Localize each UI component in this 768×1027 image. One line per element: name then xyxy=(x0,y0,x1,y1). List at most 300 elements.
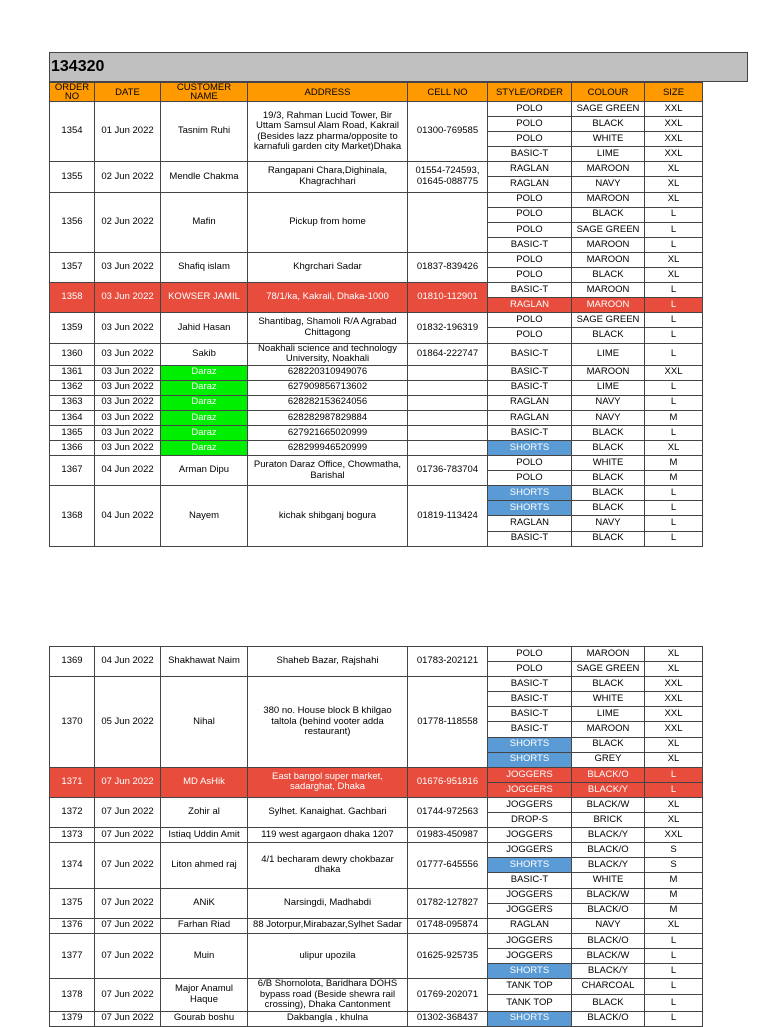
colour-cell[interactable]: BLACK xyxy=(572,737,645,752)
cell-no-cell[interactable]: 01837-839426 xyxy=(408,252,488,282)
order-no-cell[interactable]: 1368 xyxy=(50,486,95,546)
colour-cell[interactable]: BLACK/W xyxy=(572,888,645,903)
colour-cell[interactable]: MAROON xyxy=(572,283,645,298)
colour-cell[interactable]: NAVY xyxy=(572,177,645,192)
order-no-cell[interactable]: 1358 xyxy=(50,283,95,313)
cell-no-cell[interactable]: 01744-972563 xyxy=(408,797,488,827)
style-cell[interactable]: SHORTS xyxy=(488,1011,572,1026)
size-cell[interactable]: XL xyxy=(645,192,703,207)
colour-cell[interactable]: BLACK xyxy=(572,995,645,1011)
colour-cell[interactable]: BLACK/Y xyxy=(572,828,645,843)
customer-name-cell[interactable]: Arman Dipu xyxy=(161,456,248,486)
size-cell[interactable]: L xyxy=(645,501,703,516)
colour-cell[interactable]: BLACK/W xyxy=(572,948,645,963)
customer-name-cell[interactable]: Daraz xyxy=(161,440,248,455)
size-cell[interactable]: L xyxy=(645,222,703,237)
size-cell[interactable]: L xyxy=(645,767,703,782)
colour-cell[interactable]: BLACK/O xyxy=(572,933,645,948)
size-cell[interactable]: L xyxy=(645,486,703,501)
customer-name-cell[interactable]: Sakib xyxy=(161,343,248,365)
order-no-cell[interactable]: 1367 xyxy=(50,456,95,486)
style-cell[interactable]: BASIC-T xyxy=(488,707,572,722)
cell-no-cell[interactable] xyxy=(408,425,488,440)
colour-cell[interactable]: BLACK/W xyxy=(572,797,645,812)
size-cell[interactable]: L xyxy=(645,380,703,395)
date-cell[interactable]: 03 Jun 2022 xyxy=(95,410,161,425)
cell-no-cell[interactable] xyxy=(408,440,488,455)
address-cell[interactable]: 628282153624056 xyxy=(248,395,408,410)
column-header[interactable]: ORDER NO xyxy=(50,83,95,102)
style-cell[interactable]: POLO xyxy=(488,647,572,662)
colour-cell[interactable]: BLACK xyxy=(572,328,645,343)
date-cell[interactable]: 03 Jun 2022 xyxy=(95,283,161,313)
size-cell[interactable]: XL xyxy=(645,440,703,455)
style-cell[interactable]: SHORTS xyxy=(488,486,572,501)
colour-cell[interactable]: BLACK xyxy=(572,117,645,132)
size-cell[interactable]: M xyxy=(645,471,703,486)
size-cell[interactable]: L xyxy=(645,979,703,995)
date-cell[interactable]: 07 Jun 2022 xyxy=(95,918,161,933)
style-cell[interactable]: RAGLAN xyxy=(488,177,572,192)
colour-cell[interactable]: MAROON xyxy=(572,722,645,737)
cell-no-cell[interactable]: 01302-368437 xyxy=(408,1011,488,1026)
colour-cell[interactable]: BRICK xyxy=(572,813,645,828)
cell-no-cell[interactable]: 01676-951816 xyxy=(408,767,488,797)
colour-cell[interactable]: NAVY xyxy=(572,516,645,531)
style-cell[interactable]: BASIC-T xyxy=(488,722,572,737)
size-cell[interactable]: S xyxy=(645,858,703,873)
colour-cell[interactable]: BLACK/O xyxy=(572,843,645,858)
size-cell[interactable]: L xyxy=(645,237,703,252)
order-no-cell[interactable]: 1359 xyxy=(50,313,95,343)
address-cell[interactable]: Shantibag, Shamoli R/A Agrabad Chittagong xyxy=(248,313,408,343)
cell-no-cell[interactable]: 01810-112901 xyxy=(408,283,488,313)
style-cell[interactable]: SHORTS xyxy=(488,963,572,978)
colour-cell[interactable]: BLACK xyxy=(572,501,645,516)
date-cell[interactable]: 01 Jun 2022 xyxy=(95,102,161,162)
address-cell[interactable]: 119 west agargaon dhaka 1207 xyxy=(248,828,408,843)
address-cell[interactable]: 628220310949076 xyxy=(248,365,408,380)
date-cell[interactable]: 02 Jun 2022 xyxy=(95,162,161,192)
address-cell[interactable]: 628282987829884 xyxy=(248,410,408,425)
style-cell[interactable]: RAGLAN xyxy=(488,918,572,933)
date-cell[interactable]: 03 Jun 2022 xyxy=(95,395,161,410)
colour-cell[interactable]: MAROON xyxy=(572,252,645,267)
style-cell[interactable]: SHORTS xyxy=(488,752,572,767)
style-cell[interactable]: POLO xyxy=(488,102,572,117)
cell-no-cell[interactable]: 01777-645556 xyxy=(408,843,488,888)
style-cell[interactable]: BASIC-T xyxy=(488,692,572,707)
colour-cell[interactable]: SAGE GREEN xyxy=(572,102,645,117)
size-cell[interactable]: XXL xyxy=(645,828,703,843)
style-cell[interactable]: DROP-S xyxy=(488,813,572,828)
colour-cell[interactable]: BLACK/Y xyxy=(572,858,645,873)
date-cell[interactable]: 07 Jun 2022 xyxy=(95,1011,161,1026)
size-cell[interactable]: M xyxy=(645,888,703,903)
size-cell[interactable]: M xyxy=(645,456,703,471)
customer-name-cell[interactable]: Major Anamul Haque xyxy=(161,979,248,1012)
customer-name-cell[interactable]: KOWSER JAMIL xyxy=(161,283,248,313)
order-no-cell[interactable]: 1364 xyxy=(50,410,95,425)
colour-cell[interactable]: NAVY xyxy=(572,395,645,410)
colour-cell[interactable]: LIME xyxy=(572,343,645,365)
customer-name-cell[interactable]: Muin xyxy=(161,933,248,978)
colour-cell[interactable]: BLACK xyxy=(572,207,645,222)
order-no-cell[interactable]: 1372 xyxy=(50,797,95,827)
date-cell[interactable]: 03 Jun 2022 xyxy=(95,343,161,365)
cell-no-cell[interactable]: 01554-724593, 01645-088775 xyxy=(408,162,488,192)
cell-no-cell[interactable]: 01864-222747 xyxy=(408,343,488,365)
style-cell[interactable]: BASIC-T xyxy=(488,147,572,162)
colour-cell[interactable]: WHITE xyxy=(572,456,645,471)
column-header[interactable]: COLOUR xyxy=(572,83,645,102)
size-cell[interactable]: XL xyxy=(645,177,703,192)
address-cell[interactable]: Pickup from home xyxy=(248,192,408,252)
address-cell[interactable]: 19/3, Rahman Lucid Tower, Bir Uttam Samsul Alam Road, Kakrail (Besides lazz pharma/opposite to karnafuli garden city Market)Dhaka xyxy=(248,102,408,162)
size-cell[interactable]: L xyxy=(645,298,703,313)
date-cell[interactable]: 07 Jun 2022 xyxy=(95,797,161,827)
colour-cell[interactable]: WHITE xyxy=(572,692,645,707)
style-cell[interactable]: POLO xyxy=(488,222,572,237)
style-cell[interactable]: JOGGERS xyxy=(488,933,572,948)
size-cell[interactable]: M xyxy=(645,873,703,888)
style-cell[interactable]: RAGLAN xyxy=(488,162,572,177)
customer-name-cell[interactable]: Shafiq islam xyxy=(161,252,248,282)
cell-no-cell[interactable]: 01832-196319 xyxy=(408,313,488,343)
size-cell[interactable]: L xyxy=(645,283,703,298)
customer-name-cell[interactable]: ANiK xyxy=(161,888,248,918)
address-cell[interactable]: Shaheb Bazar, Rajshahi xyxy=(248,647,408,677)
colour-cell[interactable]: BLACK/O xyxy=(572,767,645,782)
date-cell[interactable]: 07 Jun 2022 xyxy=(95,767,161,797)
address-cell[interactable]: 380 no. House block B khilgao taltola (behind vooter adda restaurant) xyxy=(248,677,408,768)
size-cell[interactable]: XL xyxy=(645,647,703,662)
style-cell[interactable]: BASIC-T xyxy=(488,677,572,692)
colour-cell[interactable]: MAROON xyxy=(572,647,645,662)
style-cell[interactable]: TANK TOP xyxy=(488,995,572,1011)
style-cell[interactable]: POLO xyxy=(488,192,572,207)
size-cell[interactable]: XXL xyxy=(645,692,703,707)
style-cell[interactable]: JOGGERS xyxy=(488,828,572,843)
address-cell[interactable]: Dakbangla , khulna xyxy=(248,1011,408,1026)
customer-name-cell[interactable]: Zohir al xyxy=(161,797,248,827)
colour-cell[interactable]: BLACK/O xyxy=(572,903,645,918)
size-cell[interactable]: XXL xyxy=(645,365,703,380)
order-no-cell[interactable]: 1369 xyxy=(50,647,95,677)
customer-name-cell[interactable]: Mendle Chakma xyxy=(161,162,248,192)
colour-cell[interactable]: LIME xyxy=(572,707,645,722)
size-cell[interactable]: XL xyxy=(645,918,703,933)
size-cell[interactable]: L xyxy=(645,1011,703,1026)
colour-cell[interactable]: CHARCOAL xyxy=(572,979,645,995)
order-no-cell[interactable]: 1371 xyxy=(50,767,95,797)
customer-name-cell[interactable]: Daraz xyxy=(161,395,248,410)
customer-name-cell[interactable]: MD AsHik xyxy=(161,767,248,797)
customer-name-cell[interactable]: Daraz xyxy=(161,425,248,440)
colour-cell[interactable]: SAGE GREEN xyxy=(572,662,645,677)
style-cell[interactable]: BASIC-T xyxy=(488,237,572,252)
cell-no-cell[interactable]: 01782-127827 xyxy=(408,888,488,918)
size-cell[interactable]: XL xyxy=(645,737,703,752)
size-cell[interactable]: L xyxy=(645,313,703,328)
column-header[interactable]: STYLE/ORDER xyxy=(488,83,572,102)
order-no-cell[interactable]: 1355 xyxy=(50,162,95,192)
size-cell[interactable]: XL xyxy=(645,268,703,283)
colour-cell[interactable]: MAROON xyxy=(572,298,645,313)
colour-cell[interactable]: BLACK xyxy=(572,425,645,440)
order-no-cell[interactable]: 1357 xyxy=(50,252,95,282)
address-cell[interactable]: 88 Jotorpur,Mirabazar,Sylhet Sadar xyxy=(248,918,408,933)
customer-name-cell[interactable]: Mafin xyxy=(161,192,248,252)
address-cell[interactable]: 6/B Shornolota, Baridhara DOHS bypass road (Beside shewra rail crossing), Dhaka Cantonment xyxy=(248,979,408,1012)
colour-cell[interactable]: NAVY xyxy=(572,918,645,933)
cell-no-cell[interactable]: 01819-113424 xyxy=(408,486,488,546)
colour-cell[interactable]: WHITE xyxy=(572,873,645,888)
style-cell[interactable]: TANK TOP xyxy=(488,979,572,995)
size-cell[interactable]: L xyxy=(645,516,703,531)
size-cell[interactable]: S xyxy=(645,843,703,858)
address-cell[interactable]: 627909856713602 xyxy=(248,380,408,395)
cell-no-cell[interactable]: 01300-769585 xyxy=(408,102,488,162)
style-cell[interactable]: JOGGERS xyxy=(488,782,572,797)
customer-name-cell[interactable]: Shakhawat Naim xyxy=(161,647,248,677)
order-no-cell[interactable]: 1374 xyxy=(50,843,95,888)
style-cell[interactable]: POLO xyxy=(488,132,572,147)
colour-cell[interactable]: MAROON xyxy=(572,237,645,252)
style-cell[interactable]: POLO xyxy=(488,313,572,328)
customer-name-cell[interactable]: Daraz xyxy=(161,380,248,395)
date-cell[interactable]: 07 Jun 2022 xyxy=(95,843,161,888)
size-cell[interactable]: XL xyxy=(645,752,703,767)
cell-no-cell[interactable]: 01769-202071 xyxy=(408,979,488,1012)
cell-no-cell[interactable]: 01625-925735 xyxy=(408,933,488,978)
order-no-cell[interactable]: 1360 xyxy=(50,343,95,365)
date-cell[interactable]: 07 Jun 2022 xyxy=(95,888,161,918)
customer-name-cell[interactable]: Gourab boshu xyxy=(161,1011,248,1026)
address-cell[interactable]: Sylhet. Kanaighat. Gachbari xyxy=(248,797,408,827)
address-cell[interactable]: 627921665020999 xyxy=(248,425,408,440)
colour-cell[interactable]: MAROON xyxy=(572,192,645,207)
address-cell[interactable]: 78/1/ka, Kakrail, Dhaka-1000 xyxy=(248,283,408,313)
cell-no-cell[interactable]: 01783-202121 xyxy=(408,647,488,677)
colour-cell[interactable]: BLACK xyxy=(572,486,645,501)
colour-cell[interactable]: BLACK/Y xyxy=(572,963,645,978)
cell-no-cell[interactable] xyxy=(408,410,488,425)
address-cell[interactable]: East bangol super market, sadarghat, Dhaka xyxy=(248,767,408,797)
column-header[interactable]: SIZE xyxy=(645,83,703,102)
address-cell[interactable]: 628299946520999 xyxy=(248,440,408,455)
date-cell[interactable]: 02 Jun 2022 xyxy=(95,192,161,252)
size-cell[interactable]: L xyxy=(645,207,703,222)
cell-no-cell[interactable] xyxy=(408,365,488,380)
size-cell[interactable]: XL xyxy=(645,662,703,677)
style-cell[interactable]: BASIC-T xyxy=(488,365,572,380)
style-cell[interactable]: SHORTS xyxy=(488,858,572,873)
column-header[interactable]: CELL NO xyxy=(408,83,488,102)
size-cell[interactable]: M xyxy=(645,903,703,918)
size-cell[interactable]: M xyxy=(645,410,703,425)
customer-name-cell[interactable]: Nayem xyxy=(161,486,248,546)
size-cell[interactable]: XXL xyxy=(645,677,703,692)
customer-name-cell[interactable]: Daraz xyxy=(161,410,248,425)
order-no-cell[interactable]: 1378 xyxy=(50,979,95,1012)
address-cell[interactable]: Rangapani Chara,Dighinala, Khagrachhari xyxy=(248,162,408,192)
size-cell[interactable]: L xyxy=(645,963,703,978)
size-cell[interactable]: L xyxy=(645,328,703,343)
style-cell[interactable]: POLO xyxy=(488,268,572,283)
style-cell[interactable]: BASIC-T xyxy=(488,531,572,546)
style-cell[interactable]: POLO xyxy=(488,471,572,486)
order-no-cell[interactable]: 1356 xyxy=(50,192,95,252)
colour-cell[interactable]: BLACK xyxy=(572,440,645,455)
style-cell[interactable]: JOGGERS xyxy=(488,948,572,963)
date-cell[interactable]: 05 Jun 2022 xyxy=(95,677,161,768)
date-cell[interactable]: 03 Jun 2022 xyxy=(95,440,161,455)
customer-name-cell[interactable]: Jahid Hasan xyxy=(161,313,248,343)
date-cell[interactable]: 04 Jun 2022 xyxy=(95,647,161,677)
style-cell[interactable]: JOGGERS xyxy=(488,767,572,782)
customer-name-cell[interactable]: Liton ahmed raj xyxy=(161,843,248,888)
size-cell[interactable]: XL xyxy=(645,252,703,267)
date-cell[interactable]: 04 Jun 2022 xyxy=(95,456,161,486)
style-cell[interactable]: RAGLAN xyxy=(488,395,572,410)
size-cell[interactable]: XXL xyxy=(645,132,703,147)
address-cell[interactable]: ulipur upozila xyxy=(248,933,408,978)
order-no-cell[interactable]: 1354 xyxy=(50,102,95,162)
style-cell[interactable]: POLO xyxy=(488,328,572,343)
style-cell[interactable]: POLO xyxy=(488,207,572,222)
size-cell[interactable]: XXL xyxy=(645,102,703,117)
colour-cell[interactable]: BLACK xyxy=(572,677,645,692)
colour-cell[interactable]: BLACK/Y xyxy=(572,782,645,797)
colour-cell[interactable]: BLACK xyxy=(572,531,645,546)
order-no-cell[interactable]: 1366 xyxy=(50,440,95,455)
style-cell[interactable]: RAGLAN xyxy=(488,516,572,531)
address-cell[interactable]: Puraton Daraz Office, Chowmatha, Barishal xyxy=(248,456,408,486)
size-cell[interactable]: XXL xyxy=(645,707,703,722)
size-cell[interactable]: L xyxy=(645,995,703,1011)
size-cell[interactable]: L xyxy=(645,782,703,797)
colour-cell[interactable]: BLACK xyxy=(572,471,645,486)
size-cell[interactable]: L xyxy=(645,948,703,963)
style-cell[interactable]: JOGGERS xyxy=(488,903,572,918)
order-no-cell[interactable]: 1377 xyxy=(50,933,95,978)
style-cell[interactable]: SHORTS xyxy=(488,501,572,516)
style-cell[interactable]: BASIC-T xyxy=(488,380,572,395)
size-cell[interactable]: L xyxy=(645,425,703,440)
style-cell[interactable]: BASIC-T xyxy=(488,283,572,298)
colour-cell[interactable]: MAROON xyxy=(572,365,645,380)
column-header[interactable]: ADDRESS xyxy=(248,83,408,102)
date-cell[interactable]: 07 Jun 2022 xyxy=(95,828,161,843)
date-cell[interactable]: 04 Jun 2022 xyxy=(95,486,161,546)
size-cell[interactable]: XL xyxy=(645,797,703,812)
address-cell[interactable]: Narsingdi, Madhabdi xyxy=(248,888,408,918)
order-no-cell[interactable]: 1376 xyxy=(50,918,95,933)
size-cell[interactable]: XXL xyxy=(645,722,703,737)
column-header[interactable]: CUSTOMER NAME xyxy=(161,83,248,102)
colour-cell[interactable]: BLACK xyxy=(572,268,645,283)
order-no-cell[interactable]: 1373 xyxy=(50,828,95,843)
order-no-cell[interactable]: 1361 xyxy=(50,365,95,380)
order-no-cell[interactable]: 1365 xyxy=(50,425,95,440)
style-cell[interactable]: SHORTS xyxy=(488,440,572,455)
address-cell[interactable]: 4/1 becharam dewry chokbazar dhaka xyxy=(248,843,408,888)
style-cell[interactable]: POLO xyxy=(488,456,572,471)
style-cell[interactable]: POLO xyxy=(488,252,572,267)
date-cell[interactable]: 03 Jun 2022 xyxy=(95,380,161,395)
style-cell[interactable]: POLO xyxy=(488,662,572,677)
address-cell[interactable]: Noakhali science and technology University, Noakhali xyxy=(248,343,408,365)
customer-name-cell[interactable]: Daraz xyxy=(161,365,248,380)
style-cell[interactable]: JOGGERS xyxy=(488,797,572,812)
style-cell[interactable]: BASIC-T xyxy=(488,873,572,888)
style-cell[interactable]: JOGGERS xyxy=(488,888,572,903)
size-cell[interactable]: XXL xyxy=(645,147,703,162)
date-cell[interactable]: 07 Jun 2022 xyxy=(95,979,161,1012)
style-cell[interactable]: BASIC-T xyxy=(488,343,572,365)
cell-no-cell[interactable] xyxy=(408,380,488,395)
address-cell[interactable]: Khgrchari Sadar xyxy=(248,252,408,282)
date-cell[interactable]: 07 Jun 2022 xyxy=(95,933,161,978)
cell-no-cell[interactable]: 01778-118558 xyxy=(408,677,488,768)
style-cell[interactable]: BASIC-T xyxy=(488,425,572,440)
size-cell[interactable]: L xyxy=(645,395,703,410)
cell-no-cell[interactable]: 01736-783704 xyxy=(408,456,488,486)
style-cell[interactable]: SHORTS xyxy=(488,737,572,752)
date-cell[interactable]: 03 Jun 2022 xyxy=(95,313,161,343)
colour-cell[interactable]: BLACK/O xyxy=(572,1011,645,1026)
order-no-cell[interactable]: 1363 xyxy=(50,395,95,410)
customer-name-cell[interactable]: Tasnim Ruhi xyxy=(161,102,248,162)
size-cell[interactable]: XXL xyxy=(645,117,703,132)
cell-no-cell[interactable]: 01983-450987 xyxy=(408,828,488,843)
style-cell[interactable]: RAGLAN xyxy=(488,410,572,425)
order-no-cell[interactable]: 1379 xyxy=(50,1011,95,1026)
customer-name-cell[interactable]: Farhan Riad xyxy=(161,918,248,933)
colour-cell[interactable]: SAGE GREEN xyxy=(572,313,645,328)
colour-cell[interactable]: LIME xyxy=(572,147,645,162)
customer-name-cell[interactable]: Nihal xyxy=(161,677,248,768)
colour-cell[interactable]: WHITE xyxy=(572,132,645,147)
cell-no-cell[interactable] xyxy=(408,395,488,410)
date-cell[interactable]: 03 Jun 2022 xyxy=(95,365,161,380)
cell-no-cell[interactable]: 01748-095874 xyxy=(408,918,488,933)
address-cell[interactable]: kichak shibganj bogura xyxy=(248,486,408,546)
size-cell[interactable]: XL xyxy=(645,813,703,828)
style-cell[interactable]: JOGGERS xyxy=(488,843,572,858)
colour-cell[interactable]: LIME xyxy=(572,380,645,395)
style-cell[interactable]: POLO xyxy=(488,117,572,132)
date-cell[interactable]: 03 Jun 2022 xyxy=(95,252,161,282)
size-cell[interactable]: L xyxy=(645,933,703,948)
order-no-cell[interactable]: 1375 xyxy=(50,888,95,918)
colour-cell[interactable]: MAROON xyxy=(572,162,645,177)
date-cell[interactable]: 03 Jun 2022 xyxy=(95,425,161,440)
colour-cell[interactable]: SAGE GREEN xyxy=(572,222,645,237)
column-header[interactable]: DATE xyxy=(95,83,161,102)
size-cell[interactable]: L xyxy=(645,343,703,365)
size-cell[interactable]: XL xyxy=(645,162,703,177)
style-cell[interactable]: RAGLAN xyxy=(488,298,572,313)
colour-cell[interactable]: NAVY xyxy=(572,410,645,425)
colour-cell[interactable]: GREY xyxy=(572,752,645,767)
customer-name-cell[interactable]: Istiaq Uddin Amit xyxy=(161,828,248,843)
size-cell[interactable]: L xyxy=(645,531,703,546)
order-no-cell[interactable]: 1362 xyxy=(50,380,95,395)
cell-no-cell[interactable] xyxy=(408,192,488,252)
order-no-cell[interactable]: 1370 xyxy=(50,677,95,768)
